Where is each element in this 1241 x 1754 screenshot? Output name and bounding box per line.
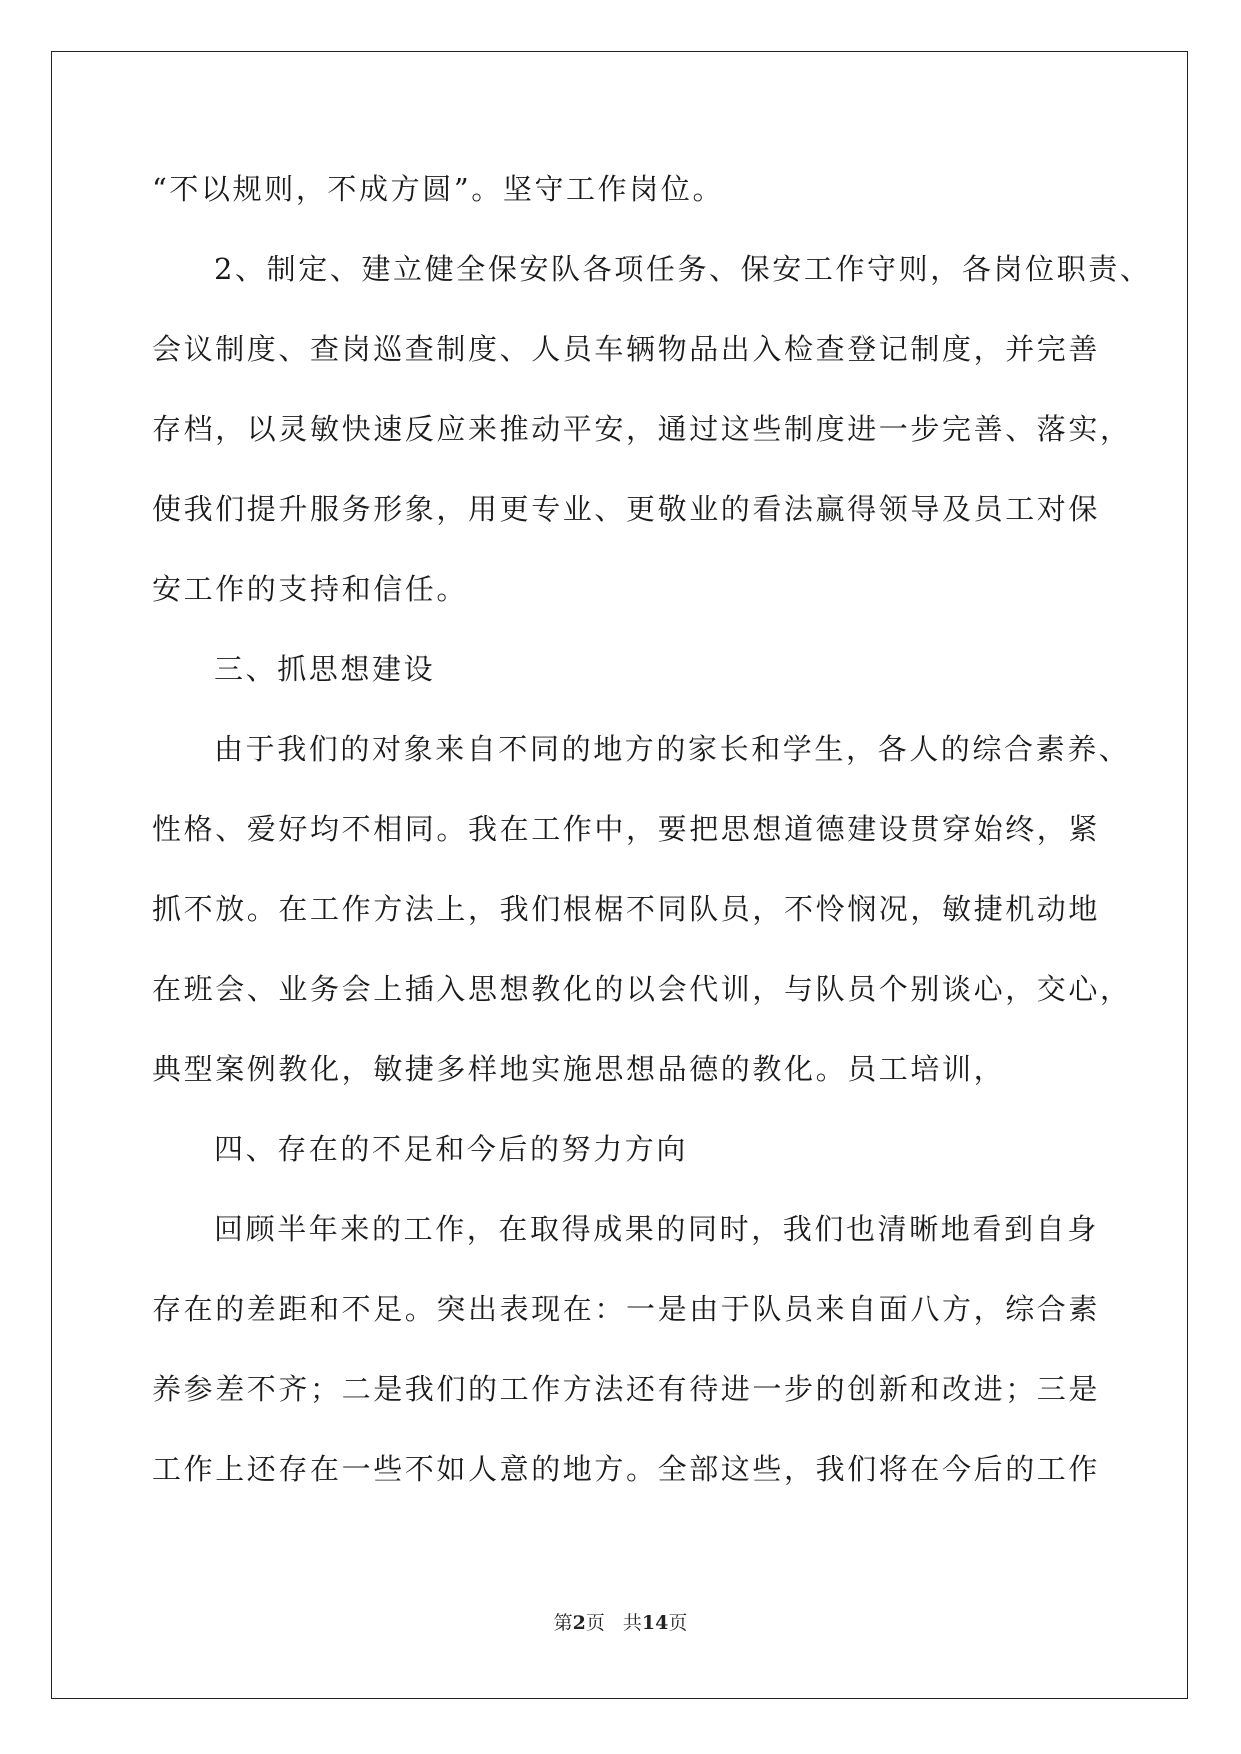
section-heading-4: 四、存在的不足和今后的努力方向 bbox=[214, 1132, 689, 1166]
footer-total-suffix: 页 bbox=[668, 1612, 688, 1634]
text-line-3: 会议制度、查岗巡查制度、人员车辆物品出入检查登记制度，并完善 bbox=[152, 332, 1101, 366]
text-line-12: 典型案例教化，敏捷多样地实施思想品德的教化。员工培训， bbox=[152, 1052, 1006, 1086]
page-footer bbox=[0, 1608, 1241, 1635]
footer-page-number: 2 bbox=[572, 1612, 586, 1634]
text-line-8: 由于我们的对象来自不同的地方的家长和学生，各人的综合素养、 bbox=[214, 732, 1131, 766]
text-line-4: 存档，以灵敏快速反应来推动平安，通过这些制度进一步完善、落实， bbox=[152, 412, 1132, 446]
text-line-14: 回顾半年来的工作，在取得成果的同时，我们也清晰地看到自身 bbox=[214, 1212, 1099, 1246]
text-line-2: 2、制定、建立健全保安队各项任务、保安工作守则，各岗位职责、 bbox=[214, 252, 1152, 286]
section-heading-3: 三、抓思想建设 bbox=[214, 652, 436, 686]
footer-total-pages: 14 bbox=[641, 1612, 669, 1634]
text-line-17: 工作上还存在一些不如人意的地方。全部这些，我们将在今后的工作 bbox=[152, 1452, 1101, 1486]
footer-page-prefix: 第 bbox=[553, 1612, 573, 1634]
text-line-11: 在班会、业务会上插入思想教化的以会代训，与队员个别谈心，交心， bbox=[152, 972, 1132, 1006]
text-line-5: 使我们提升服务形象，用更专业、更敬业的看法赢得领导及员工对保 bbox=[152, 492, 1101, 526]
text-line-15: 存在的差距和不足。突出表现在：一是由于队员来自面八方，综合素 bbox=[152, 1292, 1101, 1326]
text-line-16: 养参差不齐；二是我们的工作方法还有待进一步的创新和改进；三是 bbox=[152, 1372, 1101, 1406]
text-line-10: 抓不放。在工作方法上，我们根椐不同队员，不怜悯况，敏捷机动地 bbox=[152, 892, 1101, 926]
text-line-1: “不以规则，不成方圆”。坚守工作岗位。 bbox=[152, 172, 725, 206]
footer-page-suffix: 页 bbox=[585, 1612, 605, 1634]
text-line-9: 性格、爱好均不相同。我在工作中，要把思想道德建设贯穿始终，紧 bbox=[152, 812, 1101, 846]
footer-total-prefix: 共 bbox=[622, 1612, 642, 1634]
text-line-6: 安工作的支持和信任。 bbox=[152, 572, 469, 606]
